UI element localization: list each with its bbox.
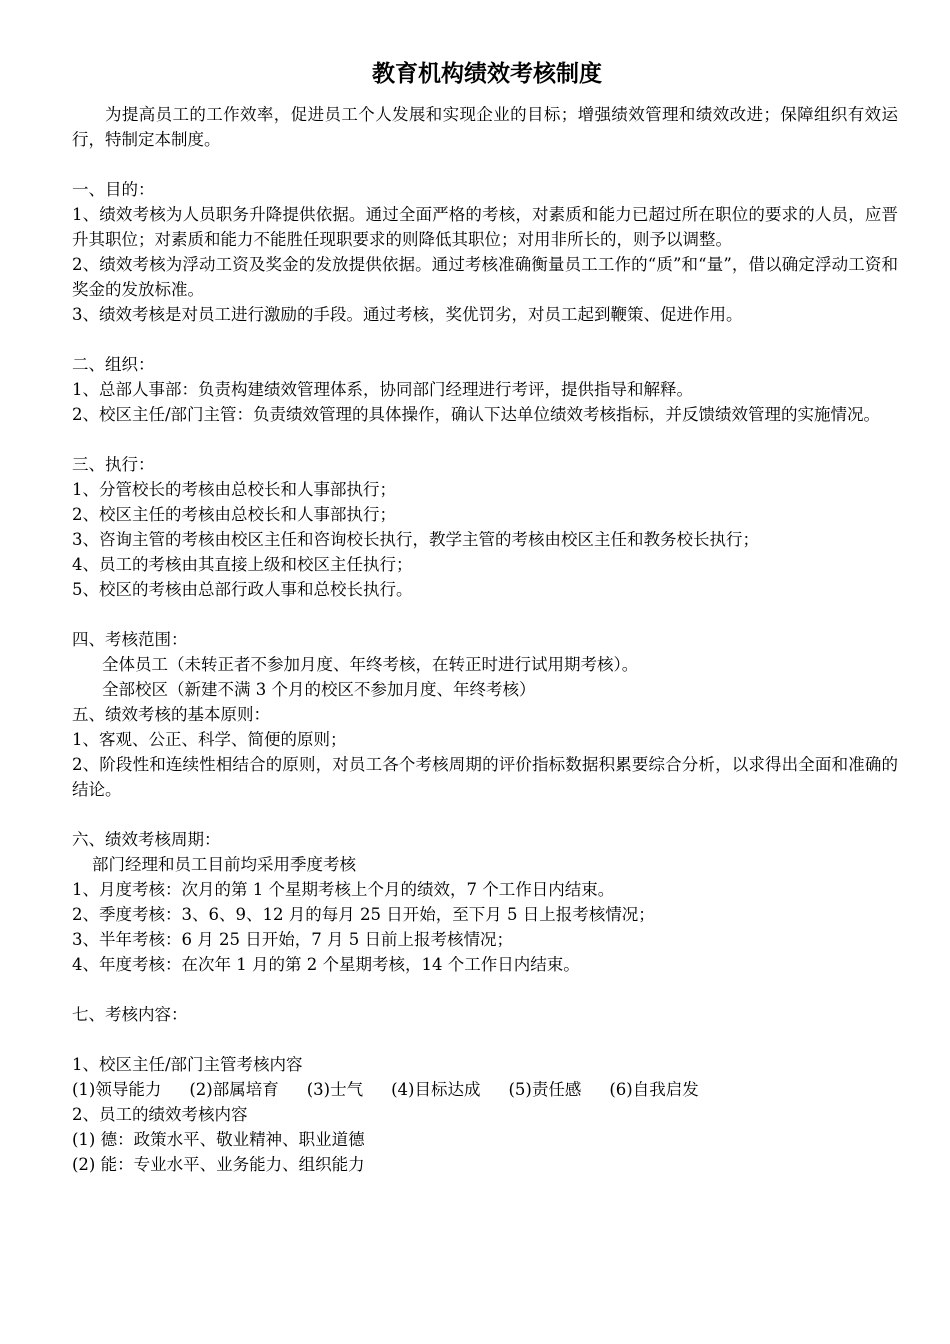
section-item: 1、月度考核：次月的第 1 个星期考核上个月的绩效，7 个工作日内结束。	[72, 880, 615, 899]
section-item: (1) 德：政策水平、敬业精神、职业道德	[72, 1130, 365, 1149]
spacer	[72, 427, 898, 452]
section-item: 3、咨询主管的考核由校区主任和咨询校长执行，教学主管的考核由校区主任和教务校长执行；	[72, 530, 759, 549]
manager-criteria-row	[72, 1077, 898, 1102]
criteria-item: (2)部属培育	[189, 1080, 279, 1099]
criteria-item: (1)领导能力	[72, 1080, 162, 1099]
section-item: 2、阶段性和连续性相结合的原则，对员工各个考核周期的评价指标数据积累要综合分析，以求得出全面和准确的结论。	[72, 755, 898, 799]
document-title: 教育机构绩效考核制度	[372, 60, 602, 87]
section-heading-content: 七、考核内容：	[72, 1005, 188, 1024]
spacer	[72, 602, 898, 627]
section-item: 2、季度考核：3、6、9、12 月的每月 25 日开始，至下月 5 日上报考核情况；	[72, 905, 655, 924]
section-heading-execution: 三、执行：	[72, 455, 155, 474]
section-note: 部门经理和员工目前均采用季度考核	[92, 855, 356, 874]
section-item: 3、绩效考核是对员工进行激励的手段。通过考核，奖优罚劣，对员工起到鞭策、促进作用。	[72, 305, 743, 324]
section-heading-principles: 五、绩效考核的基本原则：	[72, 705, 270, 724]
spacer	[72, 1027, 898, 1052]
criteria-item: (4)目标达成	[391, 1080, 481, 1099]
section-item: 全体员工（未转正者不参加月度、年终考核，在转正时进行试用期考核）。	[102, 655, 639, 674]
subsection-heading-manager: 1、校区主任/部门主管考核内容	[72, 1055, 303, 1074]
section-heading-purpose: 一、目的：	[72, 180, 155, 199]
subsection-heading-employee: 2、员工的绩效考核内容	[72, 1105, 248, 1124]
spacer	[72, 977, 898, 1002]
section-item: (2) 能：专业水平、业务能力、组织能力	[72, 1155, 365, 1174]
section-item: 2、校区主任的考核由总校长和人事部执行；	[72, 505, 396, 524]
section-item: 2、校区主任/部门主管：负责绩效管理的具体操作，确认下达单位绩效考核指标，并反馈绩效管理的实施情况。	[72, 405, 881, 424]
section-item: 4、员工的考核由其直接上级和校区主任执行；	[72, 555, 413, 574]
section-item: 1、总部人事部：负责构建绩效管理体系，协同部门经理进行考评，提供指导和解释。	[72, 380, 693, 399]
spacer	[72, 152, 898, 177]
criteria-item: (3)士气	[306, 1080, 364, 1099]
spacer	[72, 327, 898, 352]
section-item: 1、分管校长的考核由总校长和人事部执行；	[72, 480, 396, 499]
section-item: 5、校区的考核由总部行政人事和总校长执行。	[72, 580, 413, 599]
criteria-item: (5)责任感	[508, 1080, 582, 1099]
section-item: 2、绩效考核为浮动工资及奖金的发放提供依据。通过考核准确衡量员工工作的“质”和“量”，借以确定浮动工资和奖金的发放标准。	[72, 255, 898, 299]
spacer	[72, 802, 898, 827]
section-item: 全部校区（新建不满 3 个月的校区不参加月度、年终考核）	[102, 680, 536, 699]
section-item: 4、年度考核：在次年 1 月的第 2 个星期考核，14 个工作日内结束。	[72, 955, 580, 974]
section-heading-cycle: 六、绩效考核周期：	[72, 830, 221, 849]
section-heading-scope: 四、考核范围：	[72, 630, 188, 649]
section-heading-organization: 二、组织：	[72, 355, 155, 374]
intro-paragraph: 为提高员工的工作效率，促进员工个人发展和实现企业的目标；增强绩效管理和绩效改进；保障组织有效运行，特制定本制度。	[72, 105, 898, 149]
section-item: 1、绩效考核为人员职务升降提供依据。通过全面严格的考核，对素质和能力已超过所在职位的要求的人员，应晋升其职位；对素质和能力不能胜任现职要求的则降低其职位；对用非所长的，则予以调整。	[72, 205, 898, 249]
section-item: 3、半年考核：6 月 25 日开始，7 月 5 日前上报考核情况；	[72, 930, 513, 949]
criteria-item: (6)自我启发	[609, 1080, 699, 1099]
section-item: 1、客观、公正、科学、简便的原则；	[72, 730, 347, 749]
